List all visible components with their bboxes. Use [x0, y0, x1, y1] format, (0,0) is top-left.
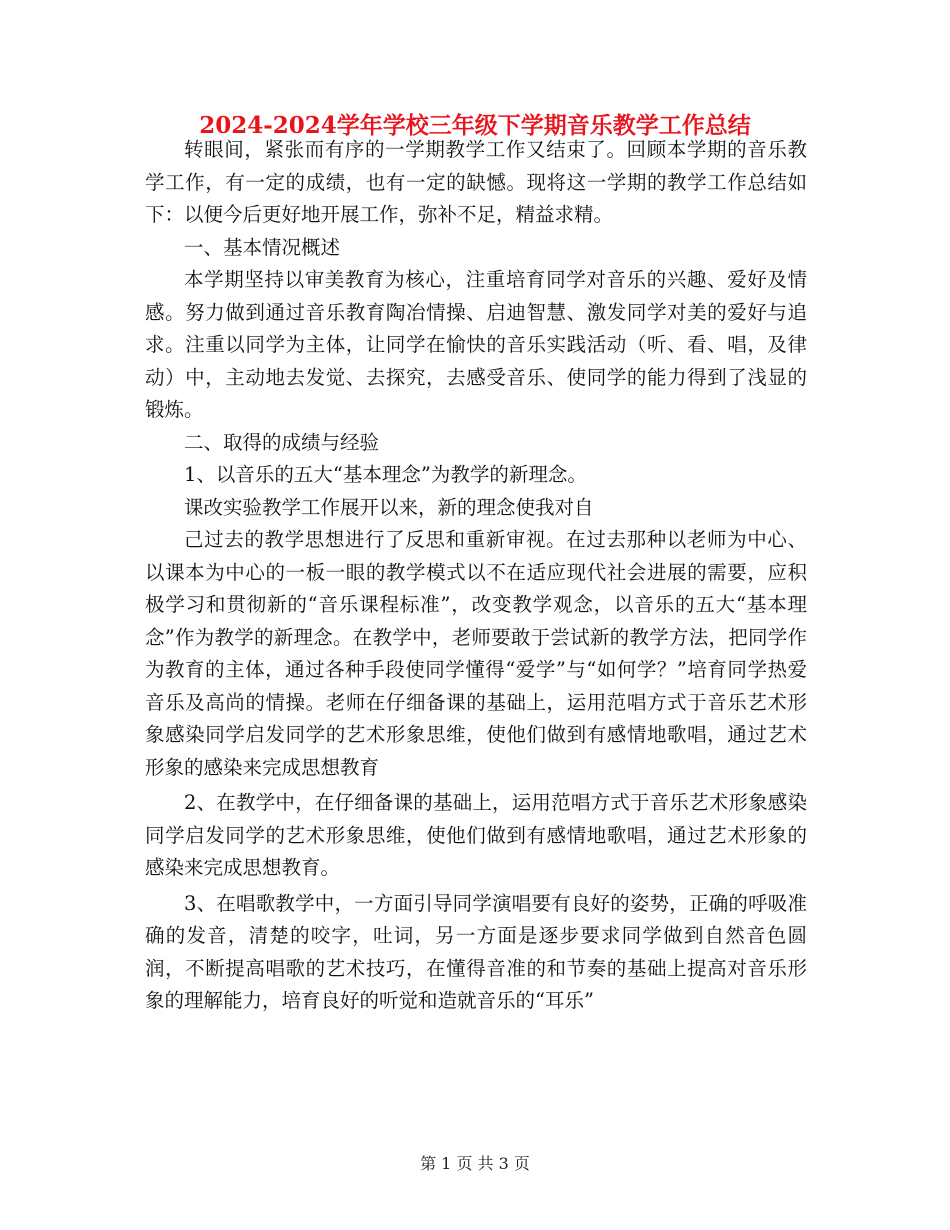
section-heading-overview: 一、基本情况概述 [184, 235, 341, 259]
section-heading-achievements: 二、取得的成绩与经验 [184, 430, 380, 454]
item-heading-1: 1、以音乐的五大“基本理念”为教学的新理念。 [184, 463, 587, 486]
document-body [145, 134, 807, 1018]
page-number-footer: 第 1 页 共 3 页 [420, 1154, 530, 1173]
paragraph-reform-body: 己过去的教学思想进行了反思和重新审视。在过去那种以老师为中心、以课本为中心的一板一眼的教学模式以不在适应现代社会进展的需要，应积极学习和贯彻新的“音乐课程标准”，改变教学观念，以音乐的五大“基本理念”作为教学的新理念。在教学中，老师要敢于尝试新的教学方法，把同学作为教育的主体，通过各种手段使同学懂得“爱学”与“如何学？”培育同学热爱音乐及高尚的情操。老师在仔细备课的基础上，运用范唱方式于音乐艺术形象感染同学启发同学的艺术形象思维，使他们做到有感情地歌唱，通过艺术形象的感染来完成思想教育 [145, 528, 807, 779]
document-title: 2024-2024学年学校三年级下学期音乐教学工作总结 [199, 112, 751, 139]
item-paragraph-3: 3、在唱歌教学中，一方面引导同学演唱要有良好的姿势，正确的呼吸准确的发音，清楚的咬字，吐词，另一方面是逐步要求同学做到自然音色圆润，不断提高唱歌的艺术技巧，在懂得音准的和节奏的基础上提高对音乐形象的理解能力，培育良好的听觉和造就音乐的“耳乐” [145, 891, 807, 1012]
paragraph-overview: 本学期坚持以审美教育为核心，注重培育同学对音乐的兴趣、爱好及情感。努力做到通过音乐教育陶冶情操、启迪智慧、激发同学对美的爱好与追求。注重以同学为主体，让同学在愉快的音乐实践活动（听、看、唱，及律动）中，主动地去发觉、去探究，去感受音乐、使同学的能力得到了浅显的锻炼。 [145, 268, 807, 421]
paragraph-reform-line: 课改实验教学工作展开以来，新的理念使我对自 [184, 495, 594, 519]
paragraph-intro: 转眼间，紧张而有序的一学期教学工作又结束了。回顾本学期的音乐教学工作，有一定的成绩，也有一定的缺憾。现将这一学期的教学工作总结如下：以便今后更好地开展工作，弥补不足，精益求精。 [145, 138, 807, 226]
item-paragraph-2: 2、在教学中，在仔细备课的基础上，运用范唱方式于音乐艺术形象感染同学启发同学的艺术形象思维，使他们做到有感情地歌唱，通过艺术形象的感染来完成思想教育。 [145, 791, 807, 879]
